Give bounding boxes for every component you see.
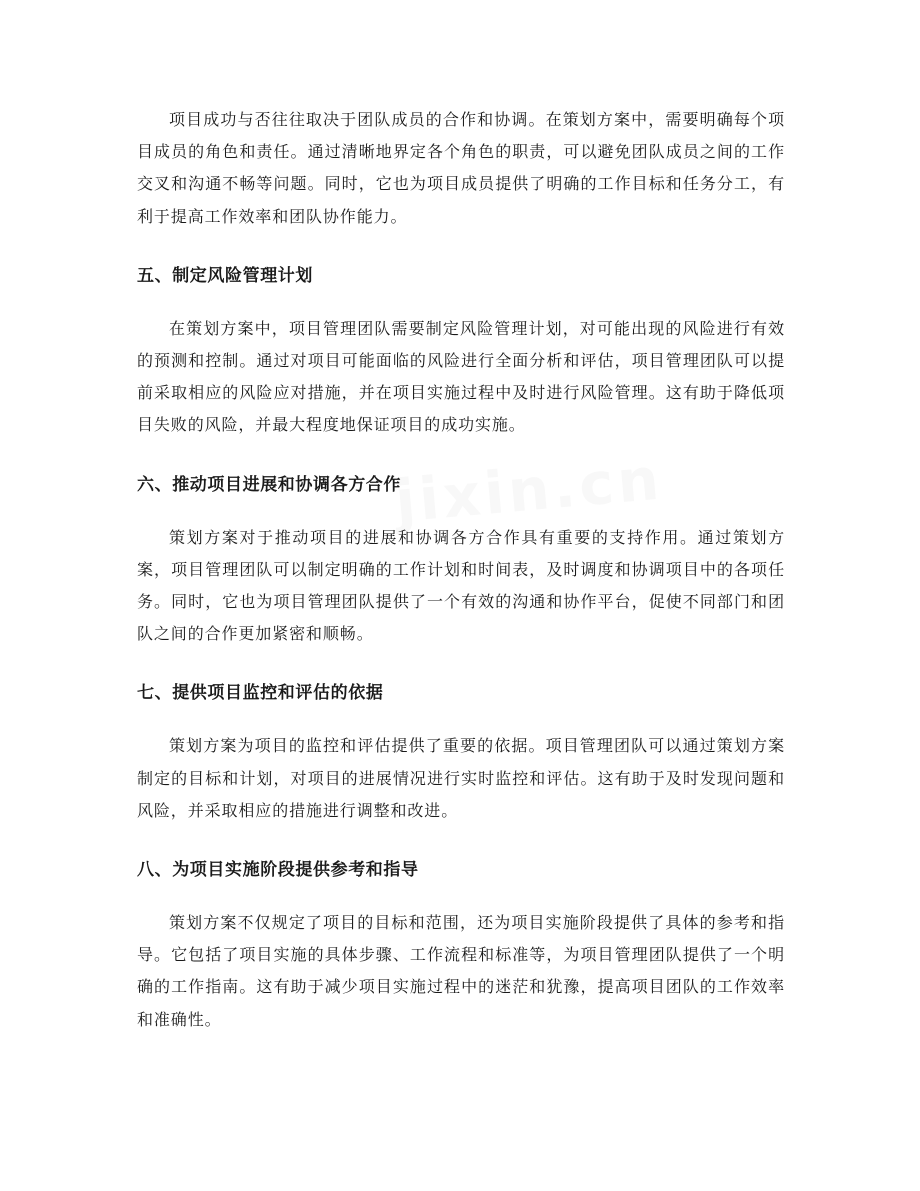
- section-8-heading: 八、为项目实施阶段提供参考和指导: [137, 860, 419, 881]
- section-5-heading: 五、制定风险管理计划: [137, 265, 313, 286]
- section-7-heading: 七、提供项目监控和评估的依据: [137, 683, 384, 704]
- section-6-paragraph: 策划方案对于推动项目的进展和协调各方合作具有重要的支持作用。通过策划方案，项目管理团队可以制定明确的工作计划和时间表，及时调度和协调项目中的各项任务。同时，它也为项目管理团队提供了一个有效的沟通和协作平台，促使不同部门和团队之间的合作更加紧密和顺畅。: [137, 527, 785, 644]
- section-6-heading: 六、推动项目进展和协调各方合作: [137, 474, 401, 495]
- document-body: [137, 104, 785, 1036]
- section-8-paragraph: 策划方案不仅规定了项目的目标和范围，还为项目实施阶段提供了具体的参考和指导。它包括了项目实施的具体步骤、工作流程和标准等，为项目管理团队提供了一个明确的工作指南。这有助于减少项目实施过程中的迷茫和犹豫，提高项目团队的工作效率和准确性。: [137, 913, 785, 1029]
- intro-paragraph: 项目成功与否往往取决于团队成员的合作和协调。在策划方案中，需要明确每个项目成员的角色和责任。通过清晰地界定各个角色的职责，可以避免团队成员之间的工作交叉和沟通不畅等问题。同时，它也为项目成员提供了明确的工作目标和任务分工，有利于提高工作效率和团队协作能力。: [137, 110, 785, 226]
- section-7-paragraph: 策划方案为项目的监控和评估提供了重要的依据。项目管理团队可以通过策划方案制定的目标和计划，对项目的进展情况进行实时监控和评估。这有助于及时发现问题和风险，并采取相应的措施进行调整和改进。: [137, 736, 785, 820]
- watermark: jixin.cn: [392, 444, 666, 536]
- section-5-paragraph: 在策划方案中，项目管理团队需要制定风险管理计划，对可能出现的风险进行有效的预测和控制。通过对项目可能面临的风险进行全面分析和评估，项目管理团队可以提前采取相应的风险应对措施，并在项目实施过程中及时进行风险管理。这有助于降低项目失败的风险，并最大程度地保证项目的成功实施。: [137, 318, 785, 435]
